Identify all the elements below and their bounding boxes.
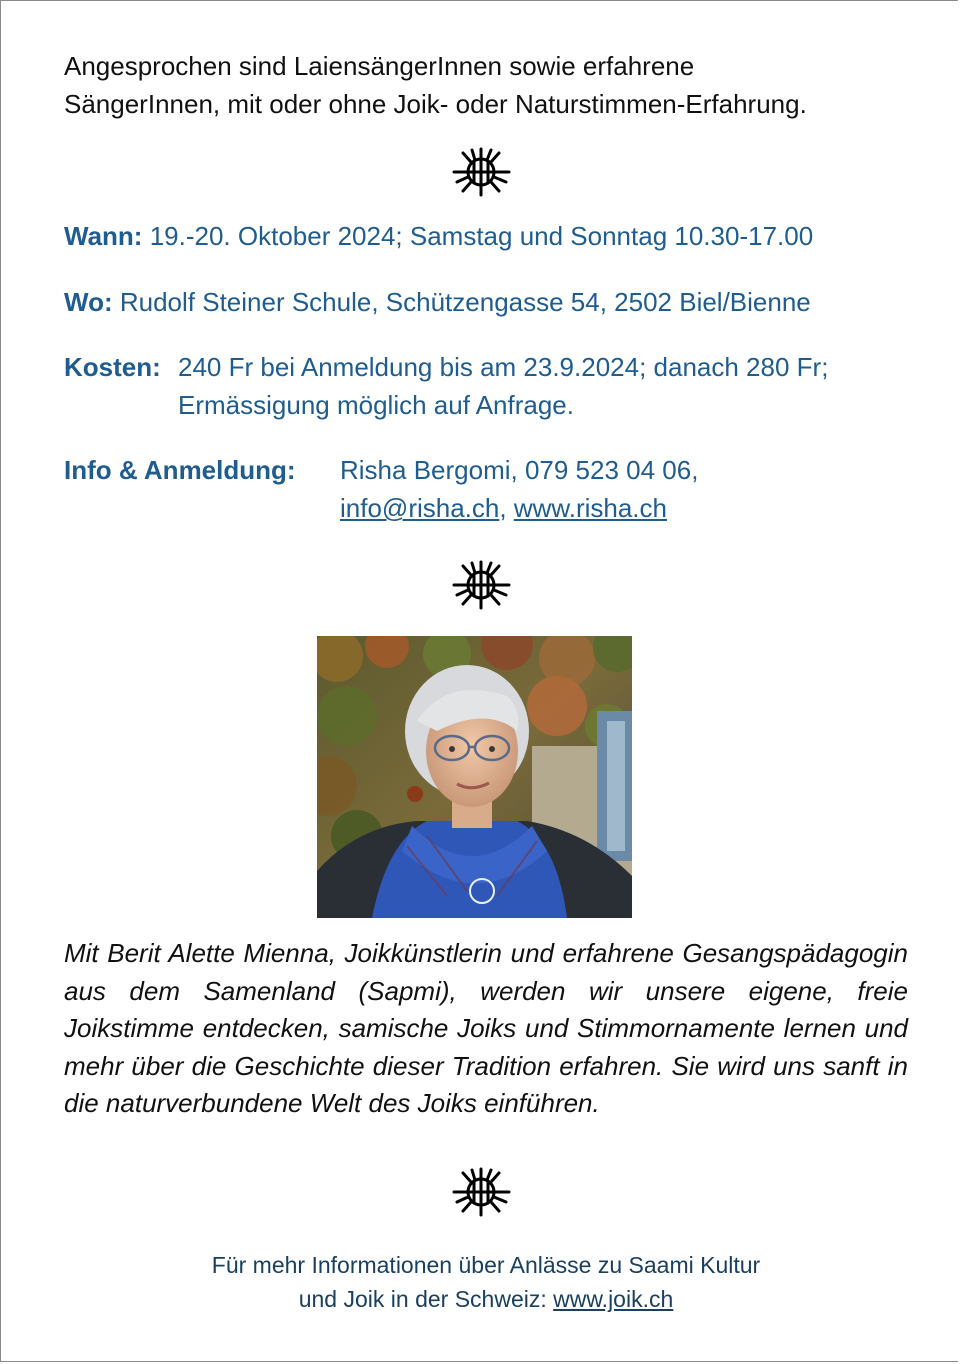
intro-text (64, 47, 904, 123)
kosten-line-1: 240 Fr bei Anmeldung bis am 23.9.2024; danach 280 Fr; (178, 352, 829, 382)
sun-drum-symbol-icon (449, 144, 513, 200)
joik-website-link[interactable]: www.joik.ch (553, 1286, 674, 1312)
kosten-value (178, 348, 828, 424)
footer (1, 1248, 960, 1316)
link-separator: , (499, 493, 507, 523)
footer-line-2 (1, 1282, 960, 1316)
kosten-label: Kosten: (64, 352, 161, 382)
info-line-2 (340, 489, 698, 527)
wann-row (64, 217, 813, 255)
info-line-1: Risha Bergomi, 079 523 04 06, (340, 455, 699, 485)
wo-row (64, 283, 811, 321)
sun-drum-symbol-icon-graphic (449, 144, 513, 200)
footer-line-1: Für mehr Informationen über Anlässe zu Saami Kultur (211, 1252, 761, 1278)
sun-drum-symbol-icon-graphic (449, 557, 513, 613)
kosten-line-2: Ermässigung möglich auf Anfrage. (178, 390, 574, 420)
email-link[interactable]: info@risha.ch (340, 493, 500, 523)
description-text: Mit Berit Alette Mienna, Joikkünstlerin und erfahrene Gesangspädagogin aus dem Samenland (Sapmi), werden wir unsere eigene, freie Joikstimme entdecken, samische Joiks und Stimmornamente lernen und mehr über die Geschichte dieser Tradition erfahren. Sie wird uns sanft in die naturverbundene Welt des Joiks einführen. (64, 938, 908, 1119)
sun-drum-symbol-icon (449, 1164, 513, 1220)
info-value (340, 451, 698, 527)
sun-drum-symbol-icon-graphic (449, 1164, 513, 1220)
website-link[interactable]: www.risha.ch (513, 493, 667, 523)
wann-value: 19.-20. Oktober 2024; Samstag und Sonntag 10.30-17.00 (149, 221, 814, 251)
footer-prefix: und Joik in der Schweiz: (298, 1286, 547, 1312)
sun-drum-symbol-icon (449, 557, 513, 613)
intro-line-1: Angesprochen sind LaiensängerInnen sowie erfahrene (64, 51, 695, 81)
wo-label: Wo: (64, 287, 113, 317)
wo-value: Rudolf Steiner Schule, Schützengasse 54, 2502 Biel/Bienne (119, 287, 811, 317)
info-label: Info & Anmeldung: (64, 455, 296, 485)
wann-label: Wann: (64, 221, 143, 251)
intro-line-2: SängerInnen, mit oder ohne Joik- oder Naturstimmen-Erfahrung. (64, 89, 807, 119)
portrait-photo (317, 636, 632, 918)
portrait-illustration (317, 636, 632, 918)
